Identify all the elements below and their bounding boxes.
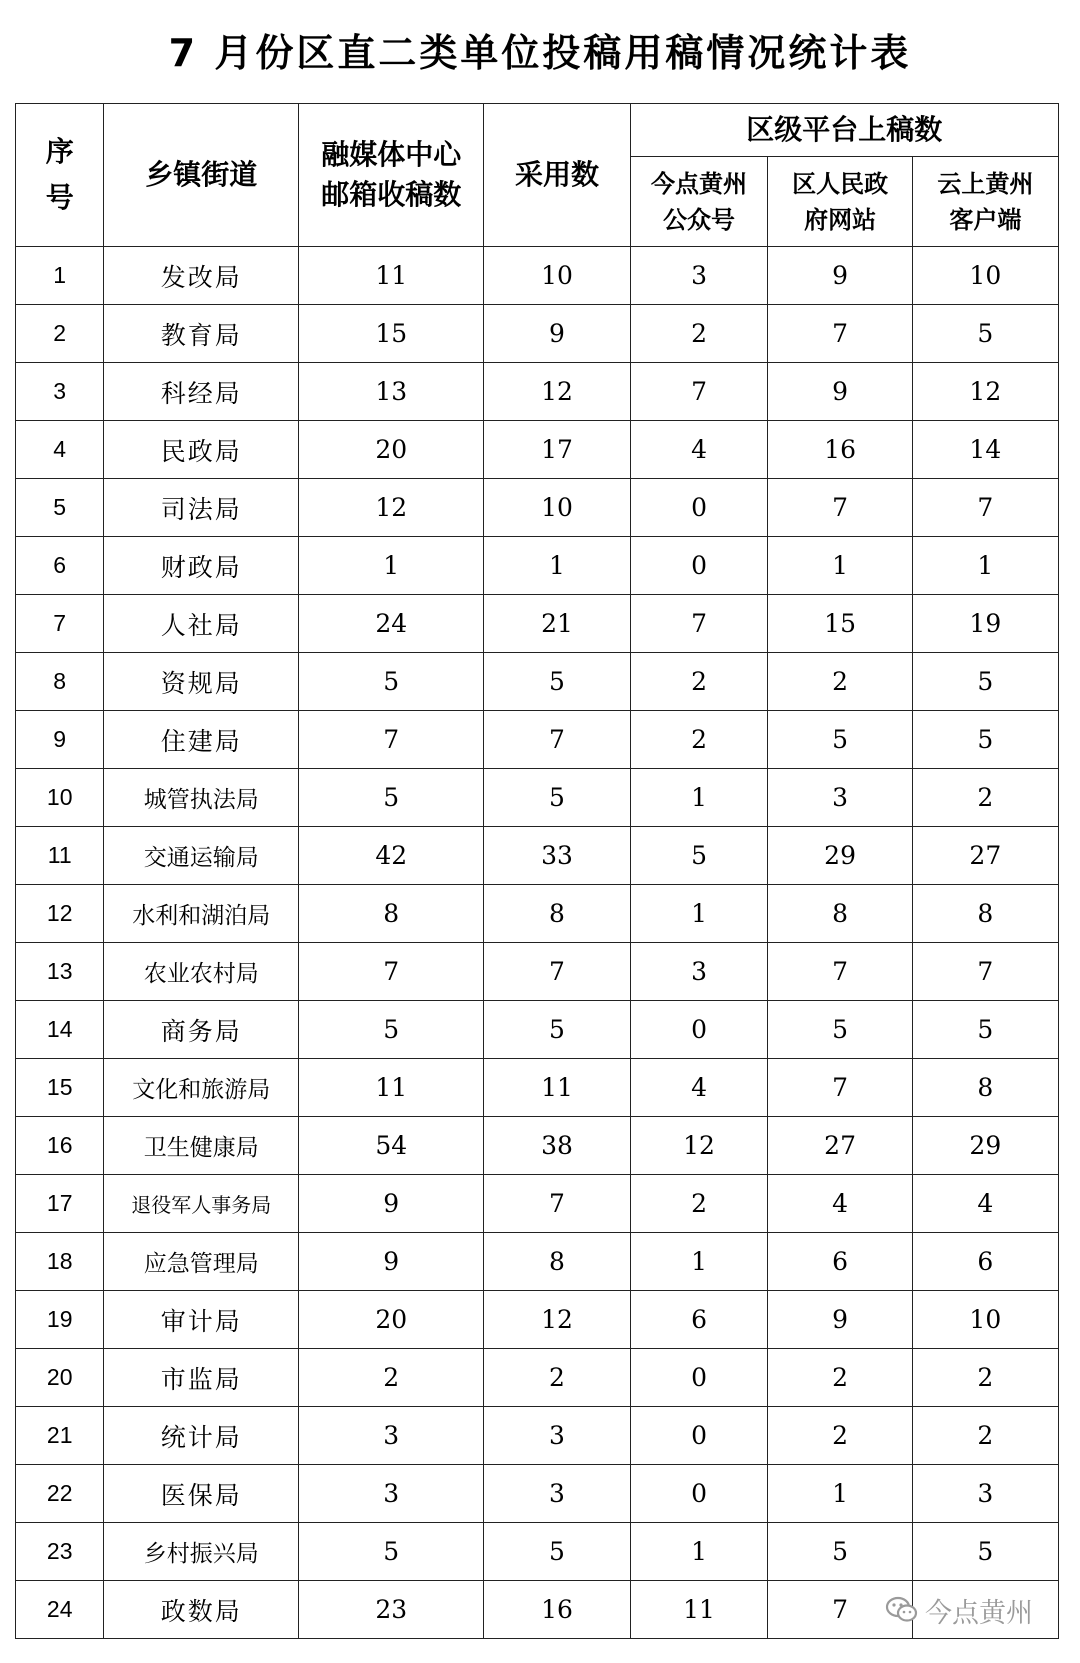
row-index: 6 [16,537,104,595]
row-platform-3: 2 [912,1349,1058,1407]
table-row [16,711,1059,769]
row-platform-1: 11 [630,1581,768,1639]
row-platform-2: 27 [768,1117,912,1175]
row-platform-3: 5 [912,1523,1058,1581]
row-received: 54 [299,1117,484,1175]
row-received: 13 [299,363,484,421]
row-adopted: 5 [484,1001,630,1059]
row-unit: 住建局 [104,711,299,769]
header-platform-1 [630,157,768,247]
row-adopted: 17 [484,421,630,479]
row-unit: 城管执法局 [104,769,299,827]
row-received: 7 [299,943,484,1001]
row-platform-2: 7 [768,479,912,537]
row-unit: 统计局 [104,1407,299,1465]
table-row [16,943,1059,1001]
row-adopted: 11 [484,1059,630,1117]
row-unit: 财政局 [104,537,299,595]
row-index: 8 [16,653,104,711]
row-unit: 医保局 [104,1465,299,1523]
table-row [16,769,1059,827]
row-platform-2: 1 [768,537,912,595]
row-index: 4 [16,421,104,479]
row-index: 18 [16,1233,104,1291]
row-received: 5 [299,653,484,711]
row-index: 14 [16,1001,104,1059]
row-platform-2: 15 [768,595,912,653]
row-platform-1: 6 [630,1291,768,1349]
row-index: 11 [16,827,104,885]
table-row [16,1523,1059,1581]
watermark-text: 今点黄州 [925,1597,1033,1629]
page-title: 7 月份区直二类单位投稿用稿情况统计表 [168,31,912,75]
row-platform-3: 12 [912,363,1058,421]
row-platform-1: 7 [630,595,768,653]
row-platform-3: 7 [912,943,1058,1001]
row-platform-1: 2 [630,653,768,711]
row-index: 13 [16,943,104,1001]
row-platform-1: 2 [630,711,768,769]
row-platform-3: 5 [912,711,1058,769]
row-index: 9 [16,711,104,769]
row-platform-1: 3 [630,943,768,1001]
row-platform-3: 1 [912,537,1058,595]
row-adopted: 7 [484,1175,630,1233]
row-platform-3: 10 [912,1291,1058,1349]
row-platform-2: 7 [768,1581,912,1639]
row-received: 12 [299,479,484,537]
row-index: 21 [16,1407,104,1465]
row-platform-1: 12 [630,1117,768,1175]
row-platform-1: 5 [630,827,768,885]
row-unit: 文化和旅游局 [104,1059,299,1117]
row-index: 5 [16,479,104,537]
row-index: 7 [16,595,104,653]
table-row [16,1349,1059,1407]
row-received: 8 [299,885,484,943]
table-row [16,1117,1059,1175]
row-received: 20 [299,1291,484,1349]
row-index: 24 [16,1581,104,1639]
row-adopted: 7 [484,943,630,1001]
table-row [16,305,1059,363]
row-platform-1: 4 [630,1059,768,1117]
row-index: 15 [16,1059,104,1117]
row-platform-1: 0 [630,1001,768,1059]
row-platform-2: 16 [768,421,912,479]
row-platform-3: 3 [912,1465,1058,1523]
row-platform-1: 1 [630,769,768,827]
header-index [16,104,104,247]
header-index-label: 序 号 [45,135,74,214]
row-platform-3: 6 [912,1233,1058,1291]
row-platform-3: 14 [912,421,1058,479]
header-received-label: 融媒体中心 邮箱收稿数 [321,138,462,211]
row-index: 12 [16,885,104,943]
row-platform-2: 2 [768,653,912,711]
row-platform-2: 4 [768,1175,912,1233]
row-platform-3: 5 [912,305,1058,363]
row-platform-2: 9 [768,247,912,305]
row-unit: 退役军人事务局 [104,1175,299,1233]
row-unit: 卫生健康局 [104,1117,299,1175]
row-adopted: 7 [484,711,630,769]
row-received: 23 [299,1581,484,1639]
header-row-1 [16,104,1059,157]
row-received: 1 [299,537,484,595]
row-platform-2: 5 [768,1001,912,1059]
row-unit: 交通运输局 [104,827,299,885]
row-platform-1: 0 [630,1407,768,1465]
row-received: 5 [299,769,484,827]
row-received: 20 [299,421,484,479]
row-platform-2: 7 [768,943,912,1001]
row-platform-2: 7 [768,305,912,363]
row-adopted: 12 [484,363,630,421]
row-platform-3: 2 [912,1407,1058,1465]
row-received: 9 [299,1233,484,1291]
row-adopted: 33 [484,827,630,885]
row-platform-2: 2 [768,1407,912,1465]
row-platform-3: 8 [912,1059,1058,1117]
header-adopted-label: 采用数 [514,158,599,191]
table-row [16,421,1059,479]
row-platform-1: 7 [630,363,768,421]
row-platform-1: 0 [630,1465,768,1523]
header-unit [104,104,299,247]
watermark [885,1590,1033,1630]
row-platform-3: 10 [912,247,1058,305]
stats-table [15,103,1059,1639]
row-platform-1: 3 [630,247,768,305]
table-row [16,1001,1059,1059]
table-row [16,885,1059,943]
row-unit: 科经局 [104,363,299,421]
row-unit: 商务局 [104,1001,299,1059]
row-platform-2: 9 [768,1291,912,1349]
row-adopted: 10 [484,479,630,537]
row-platform-1: 0 [630,1349,768,1407]
table-row [16,1291,1059,1349]
row-adopted: 21 [484,595,630,653]
row-received: 42 [299,827,484,885]
row-adopted: 3 [484,1407,630,1465]
header-platform-3-label: 云上黄州 客户端 [937,169,1034,234]
row-platform-3: 29 [912,1117,1058,1175]
row-received: 3 [299,1407,484,1465]
row-platform-2: 9 [768,363,912,421]
row-adopted: 38 [484,1117,630,1175]
table-row [16,595,1059,653]
row-received: 9 [299,1175,484,1233]
row-platform-1: 0 [630,537,768,595]
row-unit: 民政局 [104,421,299,479]
header-unit-label: 乡镇街道 [145,158,258,191]
header-adopted [484,104,630,247]
row-received: 2 [299,1349,484,1407]
row-unit: 乡村振兴局 [104,1523,299,1581]
table-row [16,1465,1059,1523]
row-index: 22 [16,1465,104,1523]
row-received: 7 [299,711,484,769]
row-platform-3: 19 [912,595,1058,653]
row-adopted: 12 [484,1291,630,1349]
row-unit: 人社局 [104,595,299,653]
row-unit: 应急管理局 [104,1233,299,1291]
row-platform-2: 29 [768,827,912,885]
row-unit: 水利和湖泊局 [104,885,299,943]
row-platform-2: 2 [768,1349,912,1407]
row-platform-3: 2 [912,769,1058,827]
header-received [299,104,484,247]
row-index: 23 [16,1523,104,1581]
header-platform-3 [912,157,1058,247]
row-received: 5 [299,1523,484,1581]
row-platform-3: 5 [912,1001,1058,1059]
row-adopted: 10 [484,247,630,305]
row-platform-1: 2 [630,1175,768,1233]
row-adopted: 9 [484,305,630,363]
row-platform-2: 5 [768,711,912,769]
row-adopted: 2 [484,1349,630,1407]
row-platform-2: 1 [768,1465,912,1523]
row-platform-2: 7 [768,1059,912,1117]
row-adopted: 8 [484,885,630,943]
header-platform-group-label: 区级平台上稿数 [746,113,943,146]
row-received: 5 [299,1001,484,1059]
row-unit: 发改局 [104,247,299,305]
row-platform-3: 27 [912,827,1058,885]
row-platform-1: 0 [630,479,768,537]
row-platform-3: 5 [912,653,1058,711]
wechat-icon [885,1595,919,1625]
table-row [16,363,1059,421]
table-row [16,1059,1059,1117]
row-platform-3: 4 [912,1175,1058,1233]
table-row [16,479,1059,537]
header-platform-2-label: 区人民政 府网站 [792,169,889,234]
row-received: 24 [299,595,484,653]
row-index: 16 [16,1117,104,1175]
row-adopted: 8 [484,1233,630,1291]
row-unit: 政数局 [104,1581,299,1639]
row-unit: 农业农村局 [104,943,299,1001]
table-row [16,1407,1059,1465]
row-unit: 市监局 [104,1349,299,1407]
row-adopted: 16 [484,1581,630,1639]
row-received: 11 [299,247,484,305]
header-platform-2 [768,157,912,247]
row-adopted: 3 [484,1465,630,1523]
row-platform-2: 6 [768,1233,912,1291]
row-adopted: 5 [484,653,630,711]
header-platform-group [630,104,1058,157]
table-row [16,1175,1059,1233]
row-received: 3 [299,1465,484,1523]
row-platform-3: 8 [912,885,1058,943]
row-platform-1: 1 [630,885,768,943]
row-adopted: 5 [484,1523,630,1581]
row-unit: 司法局 [104,479,299,537]
header-platform-1-label: 今点黄州 公众号 [651,169,748,234]
row-platform-3: 7 [912,479,1058,537]
row-index: 20 [16,1349,104,1407]
table-row [16,1233,1059,1291]
row-platform-1: 1 [630,1523,768,1581]
row-platform-2: 5 [768,1523,912,1581]
row-platform-2: 3 [768,769,912,827]
row-unit: 资规局 [104,653,299,711]
table-row [16,827,1059,885]
row-adopted: 5 [484,769,630,827]
row-index: 3 [16,363,104,421]
row-platform-1: 2 [630,305,768,363]
row-index: 19 [16,1291,104,1349]
table-row [16,653,1059,711]
row-adopted: 1 [484,537,630,595]
table-row [16,247,1059,305]
row-unit: 教育局 [104,305,299,363]
row-platform-1: 4 [630,421,768,479]
row-unit: 审计局 [104,1291,299,1349]
row-index: 2 [16,305,104,363]
row-index: 17 [16,1175,104,1233]
row-received: 11 [299,1059,484,1117]
row-index: 1 [16,247,104,305]
table-row [16,537,1059,595]
row-platform-2: 8 [768,885,912,943]
row-index: 10 [16,769,104,827]
row-received: 15 [299,305,484,363]
row-platform-1: 1 [630,1233,768,1291]
